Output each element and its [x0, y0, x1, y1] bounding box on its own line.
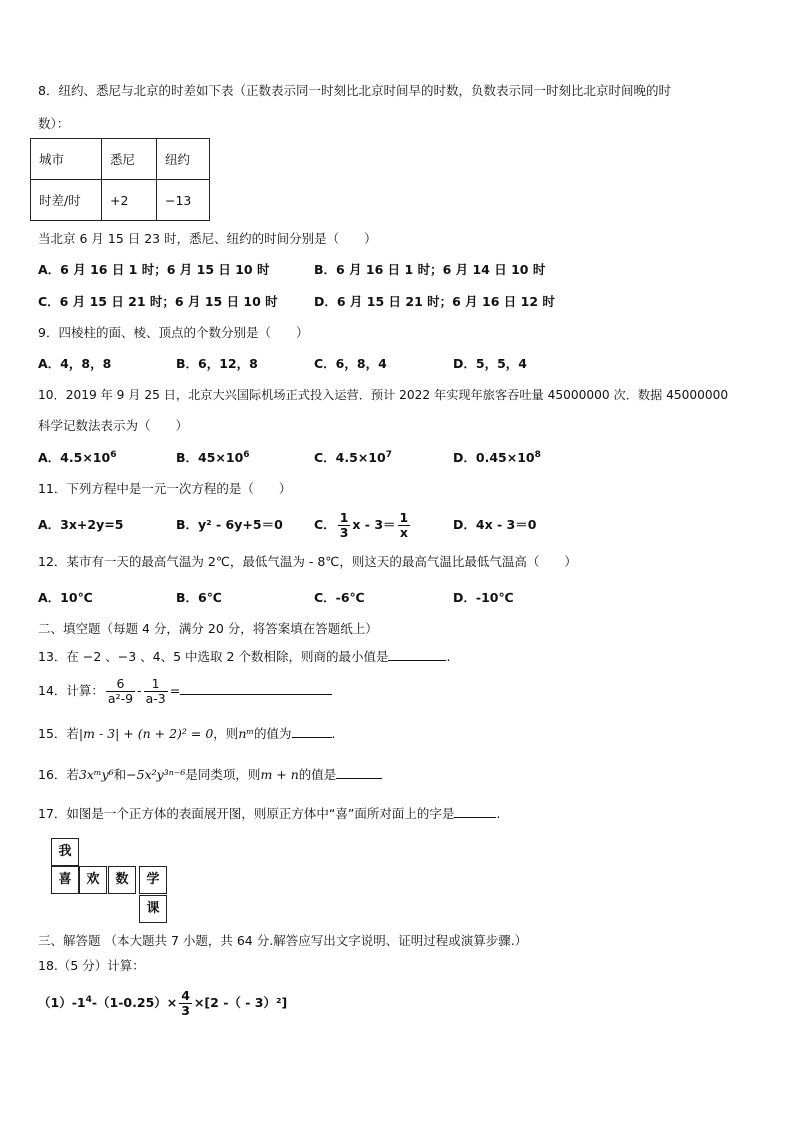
- q12-stem: 12．某市有一天的最高气温为 2℃，最低气温为 - 8℃，则这天的最高气温比最低气温高（ ）: [38, 554, 577, 569]
- q9-option-d: D．5，5，4: [453, 356, 527, 371]
- time-difference-table: [30, 138, 210, 221]
- q8-option-a: A．6 月 16 日 1 时；6 月 15 日 10 时: [38, 262, 270, 277]
- q10-line2: 科学记数法表示为（ ）: [38, 418, 189, 433]
- q13: 13．在 −2 、−3 、4、5 中选取 2 个数相除，则商的最小值是 .: [38, 649, 451, 664]
- q12-option-b: B．6℃: [176, 590, 222, 605]
- q11-option-d: D．4x - 3＝0: [453, 517, 537, 532]
- q12-option-a: A．10℃: [38, 590, 93, 605]
- answer-blank: [292, 725, 332, 738]
- cube-face: 我: [51, 838, 79, 866]
- q8-line2: 数）：: [38, 116, 70, 131]
- fraction: $\frac{1}{x}$: [399, 510, 409, 540]
- q11-option-a: A．3x+2y=5: [38, 517, 124, 532]
- fraction: $\frac{4}{3}$: [181, 988, 190, 1018]
- q10-line1: 10．2019 年 9 月 25 日，北京大兴国际机场正式投入运营．预计 2022 年实现年旅客吞吐量 45000000 次．数据 45000000: [38, 388, 729, 402]
- q15: 15．若|m - 3| + (n + 2)² = 0，则nᵐ的值为 .: [38, 726, 336, 741]
- q8-option-d: D．6 月 15 日 21 时；6 月 16 日 12 时: [314, 294, 555, 309]
- q10-option-d: D．$0.45\times 10^8$: [453, 449, 541, 465]
- section2-heading: 二、填空题（每题 4 分，满分 20 分，将答案填在答题纸上）: [38, 621, 378, 636]
- q10-option-a: A．$4.5\times 10^6$: [38, 449, 117, 465]
- fraction: $\frac{6}{\text{a²-9}}$: [107, 676, 134, 706]
- cube-face: 喜: [51, 866, 79, 894]
- q9-option-a: A．4，8，8: [38, 356, 112, 371]
- answer-blank: [454, 805, 496, 818]
- q8-option-c: C．6 月 15 日 21 时；6 月 15 日 10 时: [38, 294, 278, 309]
- q18-title: 18.（5 分）计算：: [38, 958, 145, 973]
- cube-face: 欢: [79, 866, 107, 894]
- table-cell: +2: [102, 180, 157, 221]
- q8-line1: 8．纽约、悉尼与北京的时差如下表（正数表示同一时刻比北京时间早的时数，负数表示同一时刻比北京时间晚的时: [38, 83, 671, 98]
- answer-blank: [388, 648, 446, 661]
- q10-option-c: C．$4.5\times 10^7$: [314, 449, 392, 465]
- q8-question: 当北京 6 月 15 日 23 时，悉尼、纽约的时间分别是（ ）: [38, 231, 377, 246]
- q9-stem: 9．四棱柱的面、棱、顶点的个数分别是（ ）: [38, 325, 309, 340]
- cube-face: 学: [139, 866, 167, 894]
- cube-face: 课: [139, 895, 167, 923]
- answer-blank: [180, 682, 332, 695]
- q12-option-c: C．-6℃: [314, 590, 365, 605]
- table-cell: 城市: [31, 139, 102, 180]
- section3-heading: 三、解答题 （本大题共 7 小题，共 64 分.解答应写出文字说明、证明过程或演算步骤.）: [38, 933, 528, 948]
- q11-option-b: B．y² - 6y+5＝0: [176, 517, 283, 532]
- fraction: $\frac{1}{a-3}$: [145, 676, 166, 706]
- table-cell: 悉尼: [102, 139, 157, 180]
- answer-blank: [336, 766, 382, 779]
- q17: 17．如图是一个正方体的表面展开图，则原正方体中“喜”面所对面上的字是 .: [38, 806, 501, 821]
- cube-face: 数: [108, 866, 136, 894]
- q12-option-d: D．-10℃: [453, 590, 514, 605]
- q9-option-c: C．6，8，4: [314, 356, 387, 371]
- q18-part1: $(1)-1^4-(1-0.25)\times$ $\frac{4}{3}$ ×[2 -（ - 3）²]: [38, 988, 288, 1018]
- table-row: [31, 139, 210, 180]
- table-row: [31, 180, 210, 221]
- table-cell: −13: [157, 180, 210, 221]
- q8-option-b: B．6 月 16 日 1 时；6 月 14 日 10 时: [314, 262, 546, 277]
- q9-option-b: B．6，12，8: [176, 356, 258, 371]
- table-cell: 纽约: [157, 139, 210, 180]
- table-cell: 时差/时: [31, 180, 102, 221]
- fraction: $\frac{1}{3}$: [339, 510, 349, 540]
- q10-option-b: B．$45\times 10^6$: [176, 449, 250, 465]
- q14: 14．计算： $\frac{6}{\text{a²-9}}$ - $\frac{1}{a-3}$ =: [38, 674, 332, 708]
- q11-stem: 11．下列方程中是一元一次方程的是（ ）: [38, 481, 292, 496]
- q16: 16．若3xᵐy⁶和−5x²y³ⁿ⁻⁶是同类项，则m + n的值是: [38, 766, 382, 783]
- q11-option-c: C． $\frac{1}{3}$ x - 3＝ $\frac{1}{x}$: [314, 510, 409, 540]
